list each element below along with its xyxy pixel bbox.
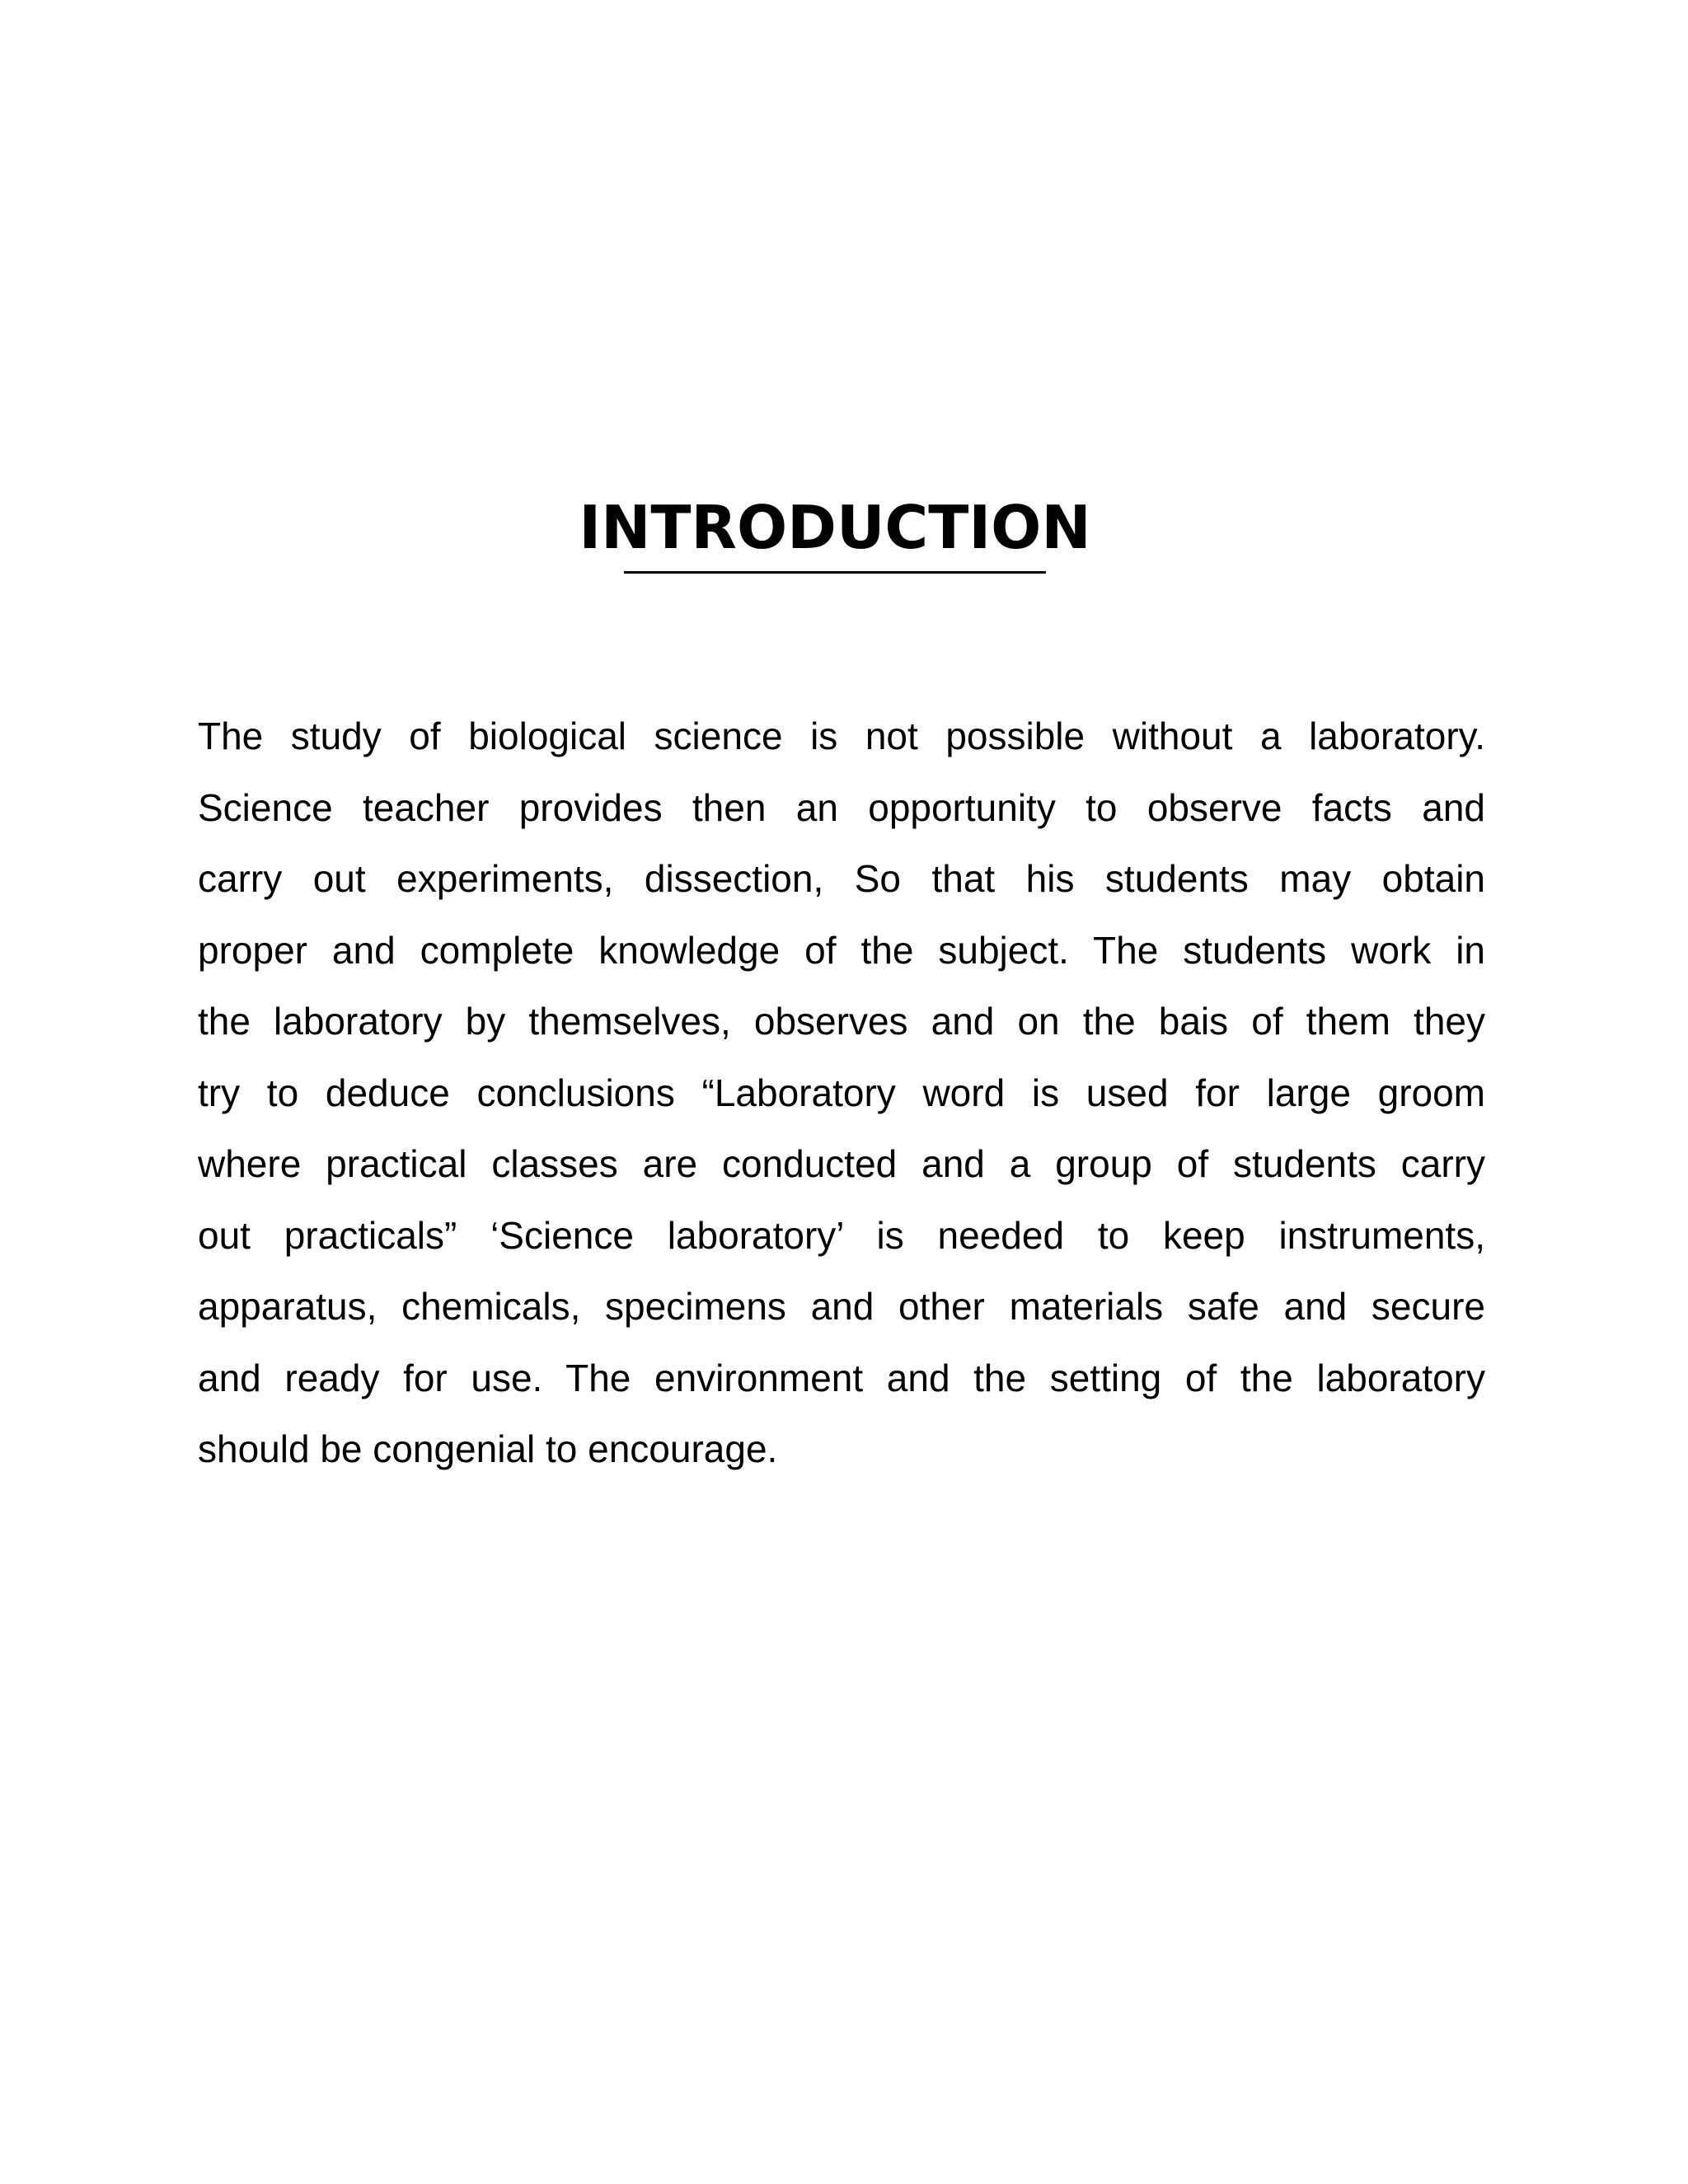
page-title: INTRODUCTION [579, 493, 1091, 562]
paragraph-line: proper and complete knowledge of the subject. The students work in [198, 928, 1485, 972]
paragraph-line: apparatus, chemicals, specimens and other materials safe and secure [198, 1285, 1485, 1328]
title-underline [624, 571, 1046, 574]
paragraph-line: and ready for use. The environment and the setting of the laboratory [198, 1356, 1485, 1399]
paragraph-line: carry out experiments, dissection, So that his students may obtain [198, 857, 1485, 900]
paragraph-line: the laboratory by themselves, observes and on the bais of them they [198, 1000, 1485, 1043]
paragraph-line: try to deduce conclusions “Laboratory word is used for large groom [198, 1071, 1485, 1114]
paragraph-line: where practical classes are conducted and a group of students carry [198, 1142, 1485, 1185]
introduction-paragraph [198, 701, 1485, 1485]
paragraph-line: out practicals” ‘Science laboratory’ is needed to keep instruments, [198, 1213, 1485, 1257]
paragraph-line: Science teacher provides then an opportunity to observe facts and [198, 785, 1485, 829]
paragraph-line: should be congenial to encourage. [198, 1427, 778, 1470]
paragraph-line: The study of biological science is not possible without a laboratory. [198, 715, 1485, 757]
